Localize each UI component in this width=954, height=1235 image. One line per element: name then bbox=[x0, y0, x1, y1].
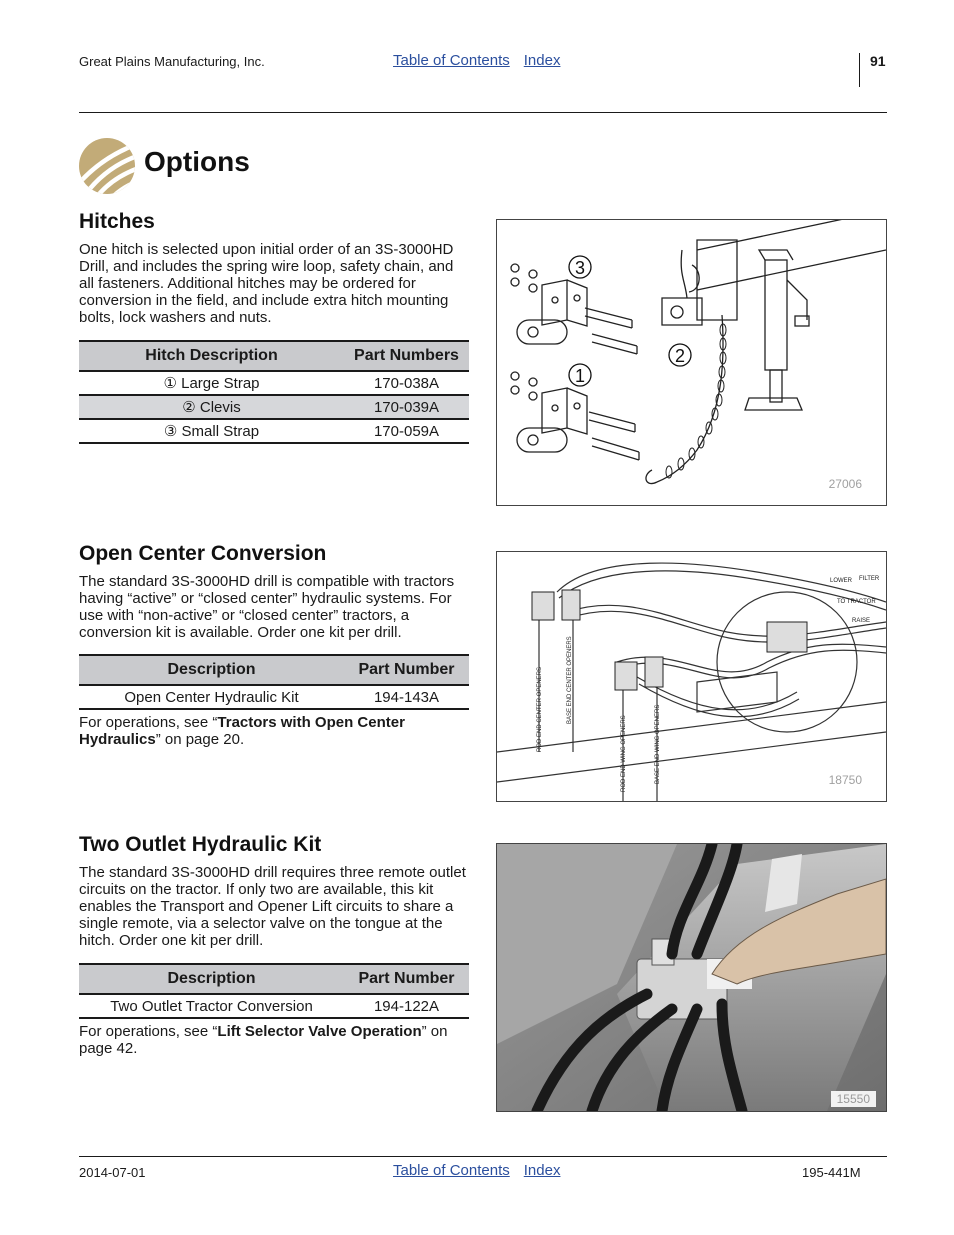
table-row bbox=[79, 419, 469, 443]
callout-2: 2 bbox=[674, 346, 686, 366]
reference-suffix: ” on page 20. bbox=[155, 731, 245, 748]
page-number: 91 bbox=[870, 53, 886, 69]
table-cell: Two Outlet Tractor Conversion bbox=[79, 994, 344, 1018]
table-cell: ① Large Strap bbox=[79, 371, 344, 395]
index-link[interactable]: Index bbox=[523, 52, 561, 69]
label-lower: LOWER bbox=[830, 578, 853, 584]
label-base-center: BASE END CENTER OPENERS bbox=[567, 636, 573, 724]
two-outlet-table bbox=[79, 963, 469, 1019]
hitches-table bbox=[79, 340, 469, 444]
footer-nav bbox=[393, 1162, 560, 1179]
footer-doc-number: 195-441M bbox=[802, 1165, 861, 1180]
table-row bbox=[79, 371, 469, 395]
label-rod-center: ROD END CENTER OPENERS bbox=[537, 666, 543, 752]
table-header: Part Number bbox=[344, 964, 469, 994]
header-rule bbox=[79, 112, 887, 113]
figure-number: 15550 bbox=[831, 1091, 876, 1107]
figure-number: 18750 bbox=[828, 773, 862, 787]
table-row bbox=[79, 395, 469, 419]
label-filter: FILTER bbox=[859, 576, 880, 582]
label-to-tractor: TO TRACTOR bbox=[837, 599, 876, 605]
header-divider bbox=[859, 53, 860, 87]
table-row bbox=[79, 994, 469, 1018]
table-cell: 170-059A bbox=[344, 419, 469, 443]
selector-valve-photo bbox=[497, 844, 886, 1111]
hitches-section bbox=[79, 210, 469, 326]
open-center-section bbox=[79, 542, 469, 641]
open-center-reference bbox=[79, 714, 469, 748]
toc-link[interactable]: Table of Contents bbox=[393, 52, 510, 69]
hydraulic-figure bbox=[496, 551, 887, 802]
table-row bbox=[79, 685, 469, 709]
footer-date: 2014-07-01 bbox=[79, 1165, 146, 1180]
open-center-table bbox=[79, 654, 469, 710]
two-outlet-table-wrap bbox=[79, 963, 469, 1019]
callout-1: 1 bbox=[574, 366, 586, 386]
footer-rule bbox=[79, 1156, 887, 1157]
photo-figure bbox=[496, 843, 887, 1112]
reference-prefix: For operations, see “ bbox=[79, 714, 218, 731]
reference-suffix: ” on page 42. bbox=[79, 1023, 448, 1057]
label-raise: RAISE bbox=[852, 618, 871, 624]
table-cell: Open Center Hydraulic Kit bbox=[79, 685, 344, 709]
hydraulic-illustration bbox=[497, 552, 886, 801]
page-title: Options bbox=[144, 146, 250, 177]
two-outlet-heading: Two Outlet Hydraulic Kit bbox=[79, 833, 322, 856]
valve-block-icon bbox=[532, 592, 554, 620]
hitches-text: One hitch is selected upon initial order of an 3S-3000HD Drill, and includes the spring wire loop, safety chain, and all fasteners. Additional hitches may be ordered for conversion in the field, and include extra hitch mounting bolts, lock washers and nuts. bbox=[79, 241, 454, 326]
index-link[interactable]: Index bbox=[523, 1162, 561, 1179]
hitch-illustration bbox=[497, 220, 886, 505]
header-nav bbox=[393, 52, 560, 69]
company-name: Great Plains Manufacturing, Inc. bbox=[79, 54, 265, 69]
open-center-text: The standard 3S-3000HD drill is compatible with tractors having “active” or “closed center” hydraulic systems. For use with “non-active” or “closed center” tractors, a conversion kit is available. Order one kit per drill. bbox=[79, 573, 455, 641]
reference-link[interactable]: Lift Selector Valve Operation bbox=[217, 1023, 422, 1040]
open-center-heading: Open Center Conversion bbox=[79, 542, 327, 565]
valve-block-icon bbox=[562, 590, 580, 620]
hitches-table-wrap bbox=[79, 340, 469, 444]
table-cell: 170-039A bbox=[344, 395, 469, 419]
two-outlet-reference bbox=[79, 1023, 469, 1057]
two-outlet-section bbox=[79, 833, 469, 949]
table-header: Description bbox=[79, 964, 344, 994]
table-cell: 170-038A bbox=[344, 371, 469, 395]
reference-link[interactable]: Tractors with Open Center Hydraulics bbox=[79, 714, 405, 748]
reference-prefix: For operations, see “ bbox=[79, 1023, 218, 1040]
page-header bbox=[79, 0, 887, 113]
table-header: Description bbox=[79, 655, 344, 685]
valve-block-icon bbox=[645, 657, 663, 687]
callout-3: 3 bbox=[574, 258, 586, 278]
label-base-wing: BASE END WING OPENERS bbox=[655, 704, 661, 784]
table-header: Part Number bbox=[344, 655, 469, 685]
hitch-figure bbox=[496, 219, 887, 506]
two-outlet-text: The standard 3S-3000HD drill requires three remote outlet circuits on the tractor. If only two are available, this kit enables the Transport and Opener Lift circuits to share a single remote, via a selector valve on the tongue at the hitch. Order one kit per drill. bbox=[79, 864, 466, 949]
table-header: Part Numbers bbox=[344, 341, 469, 371]
selector-valve-icon bbox=[767, 622, 807, 652]
figure-number: 27006 bbox=[828, 477, 862, 491]
table-cell: ② Clevis bbox=[79, 395, 344, 419]
hitches-heading: Hitches bbox=[79, 210, 155, 233]
table-cell: ③ Small Strap bbox=[79, 419, 344, 443]
toc-link[interactable]: Table of Contents bbox=[393, 1162, 510, 1179]
open-center-table-wrap bbox=[79, 654, 469, 710]
table-header: Hitch Description bbox=[79, 341, 344, 371]
table-cell: 194-122A bbox=[344, 994, 469, 1018]
label-rod-wing: ROD END WING OPENERS bbox=[621, 715, 627, 792]
table-cell: 194-143A bbox=[344, 685, 469, 709]
valve-block-icon bbox=[615, 662, 637, 690]
great-plains-logo-icon bbox=[78, 137, 136, 195]
